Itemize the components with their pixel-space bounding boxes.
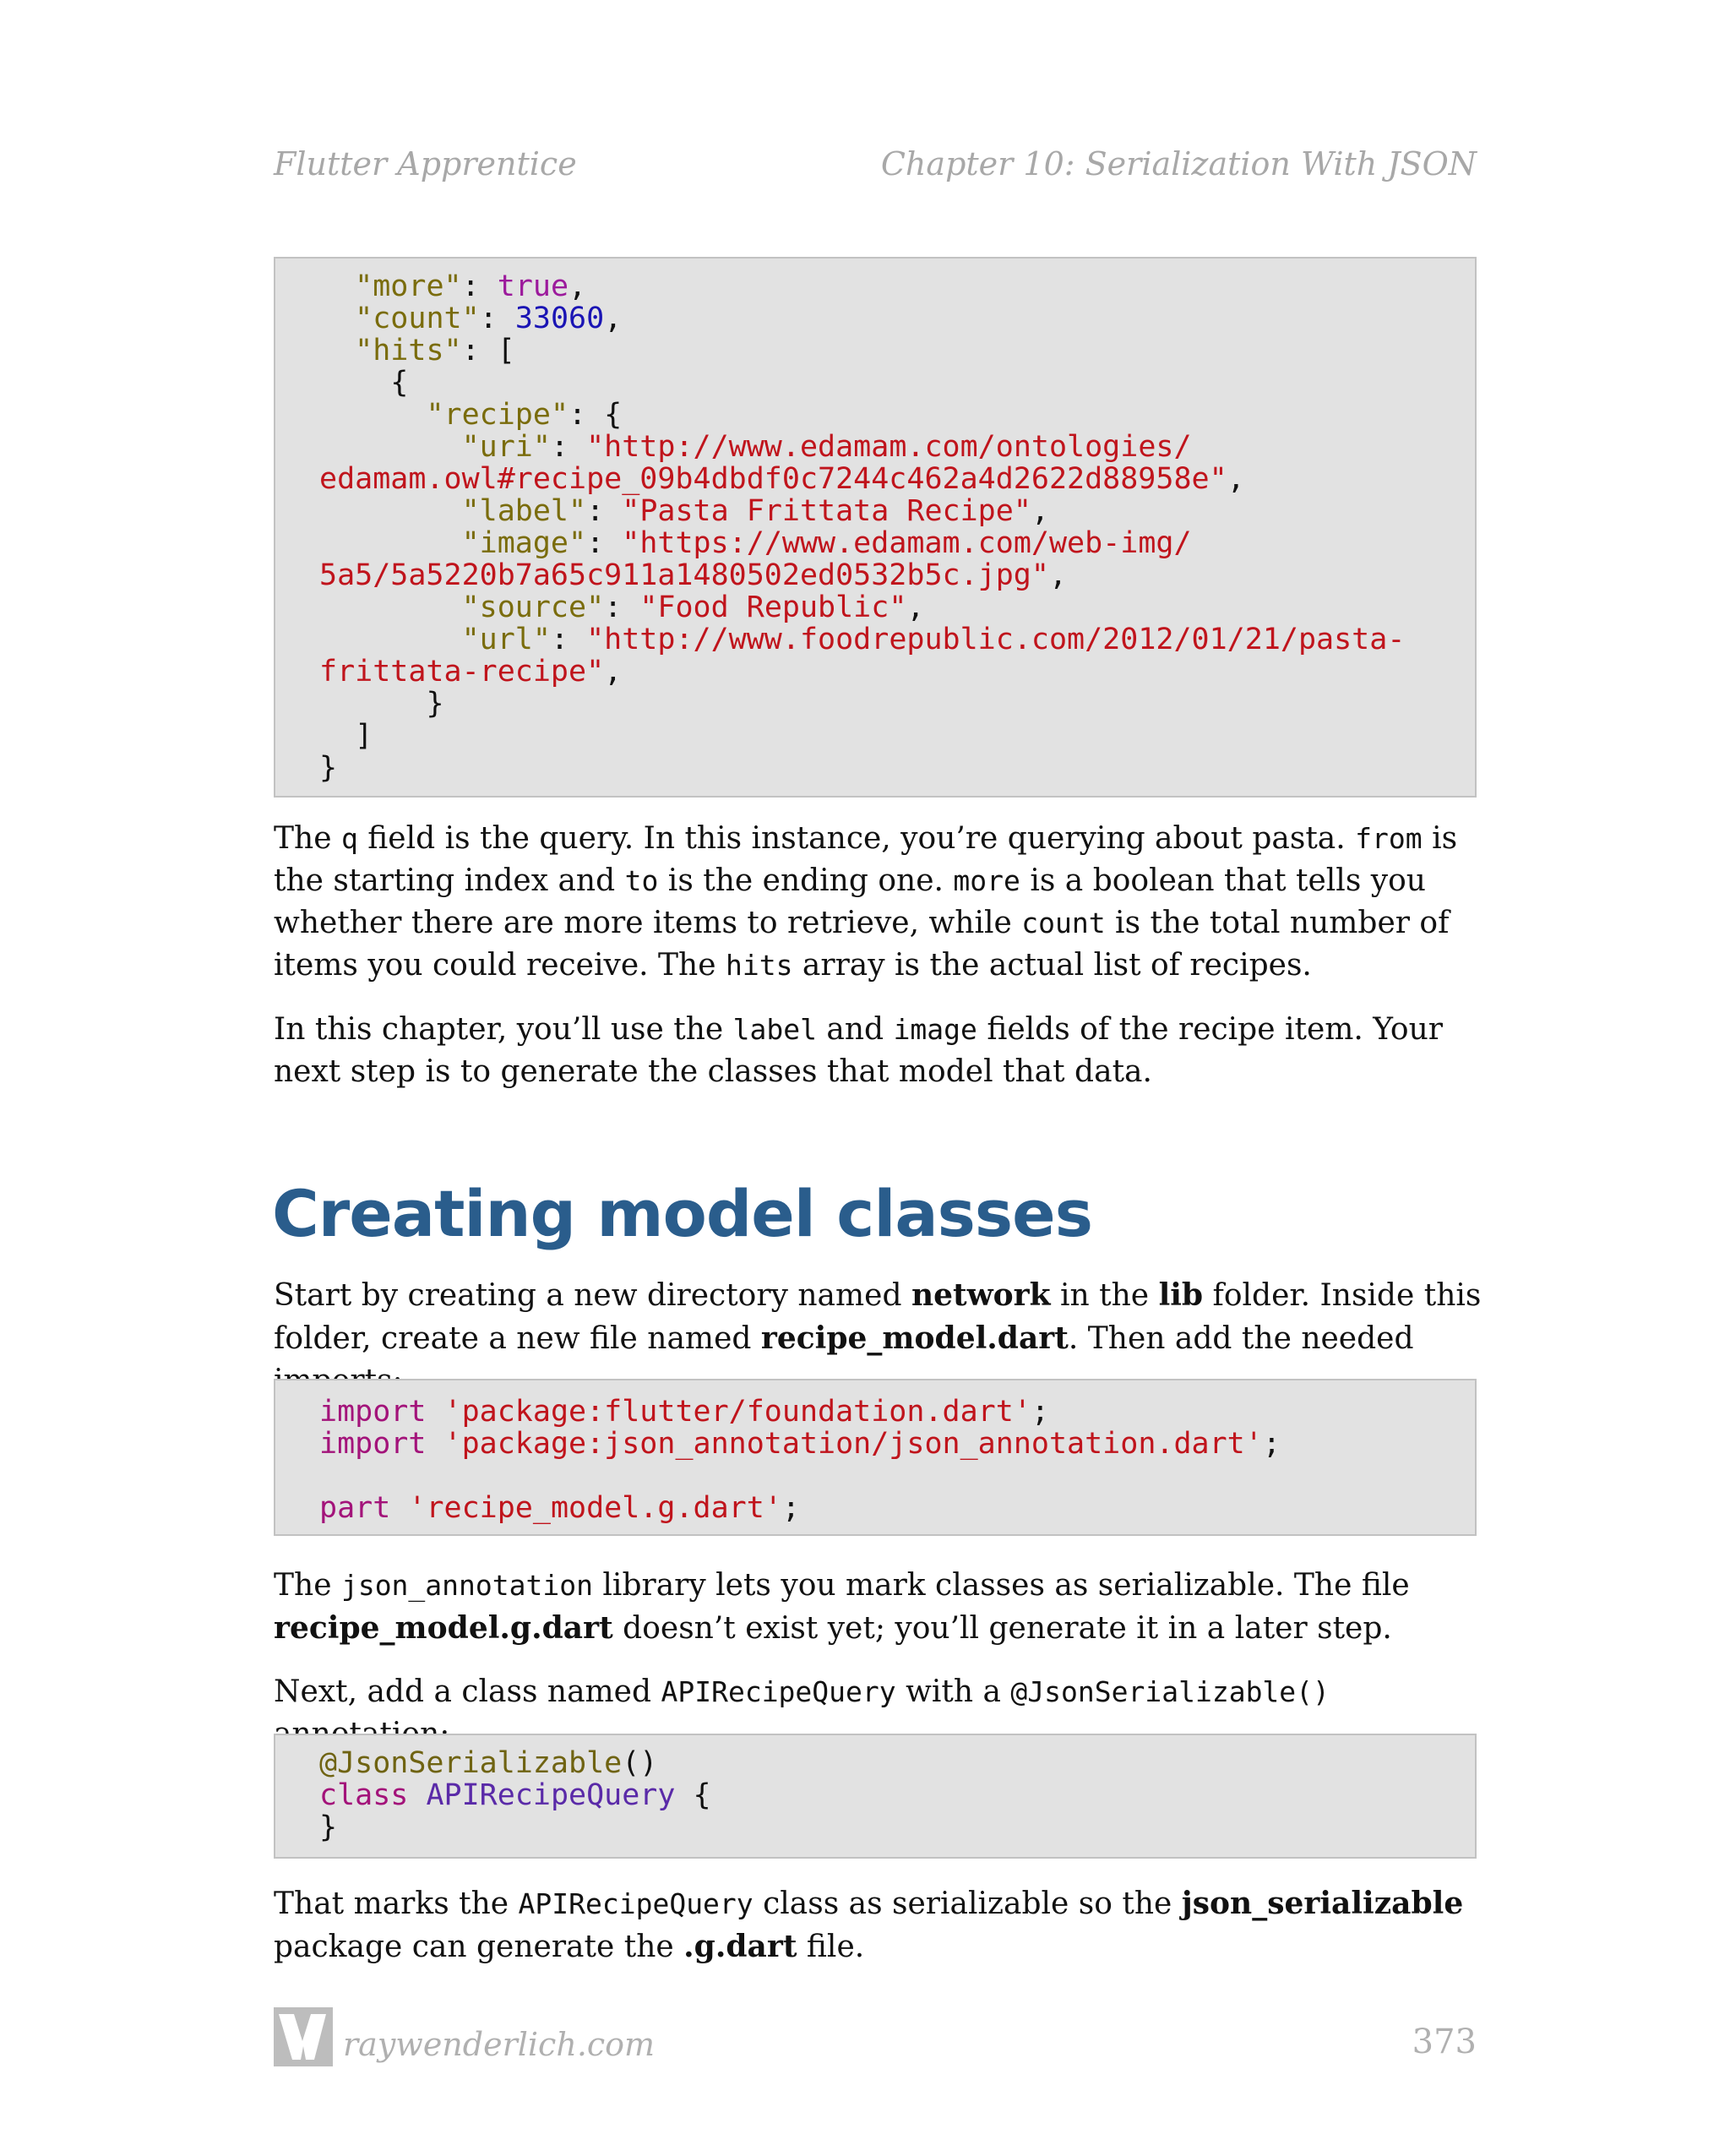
code-line: } (319, 1810, 338, 1844)
code-line: { (390, 366, 409, 400)
code-line: @JsonSerializable() (319, 1746, 658, 1780)
raywenderlich-logo-icon (274, 2007, 333, 2066)
code-line: "url": "http://www.foodrepublic.com/2012/01/21/pasta- (461, 623, 1406, 656)
code-line: ] (355, 719, 373, 753)
code-line: "source": "Food Republic", (461, 591, 925, 624)
paragraph-add-class: Next, add a class named APIRecipeQuery with a @JsonSerializable() (274, 1674, 1330, 1709)
page-number: 373 (1412, 2023, 1477, 2061)
code-line: "count": 33060, (355, 302, 623, 335)
paragraph-serializable: That marks the APIRecipeQuery class as serializable so the json_serializable package can generate the .g.dart file. (274, 1886, 1464, 1964)
code-line: edamam.owl#recipe_09b4dbdf0c7244c462a4d2622d88958e", (319, 462, 1245, 496)
code-line: frittata-recipe", (319, 655, 623, 689)
section-heading: Creating model classes (272, 1176, 1092, 1251)
code-line: "uri": "http://www.edamam.com/ontologies/ (461, 430, 1192, 464)
code-line: } (319, 751, 338, 785)
page-header (274, 145, 1477, 188)
paragraph-json-annotation: The json_annotation library lets you mark classes as serializable. The file recipe_model.g.dart doesn’t exist yet; you’ll generate it in a later step. (274, 1568, 1410, 1646)
paragraph-query-fields: The q field is the query. In this instance, you’re querying about pasta. from is the starting index and to is the ending one. more is a boolean that tells you whether there are more items to retrieve, while count is the total number of items you could receive. The hits array is the actual list of recipes. (274, 821, 1458, 983)
code-line: import 'package:flutter/foundation.dart'; (319, 1395, 1049, 1429)
code-line: "recipe": { (426, 398, 623, 432)
code-line: import 'package:json_annotation/json_annotation.dart'; (319, 1427, 1281, 1461)
json-response-code-block (274, 257, 1477, 798)
code-line (319, 1460, 1475, 1492)
code-line: "image": "https://www.edamam.com/web-img/ (461, 526, 1192, 560)
code-line: } (426, 687, 444, 721)
code-line: class APIRecipeQuery { (319, 1778, 711, 1812)
code-line: "label": "Pasta Frittata Recipe", (461, 494, 1049, 528)
book-title: Flutter Apprentice (274, 145, 577, 182)
chapter-title: Chapter 10: Serialization With JSON (880, 145, 1477, 182)
code-line: 5a5/5a5220b7a65c911a1480502ed0532b5c.jpg", (319, 558, 1068, 592)
imports-code-block (274, 1379, 1477, 1536)
class-code-block (274, 1734, 1477, 1859)
paragraph-create-directory: Start by creating a new directory named network in the lib folder. Inside this folder, create a new file named recipe_model.dart. Then add the needed (274, 1277, 1482, 1356)
code-line: part 'recipe_model.g.dart'; (319, 1491, 800, 1525)
code-line: "hits": [ (355, 334, 515, 368)
paragraph-label-image: In this chapter, you’ll use the label and image fields of the recipe item. Your next step is to generate the classes that model that data. (274, 1012, 1443, 1089)
footer-site: raywenderlich.com (343, 2026, 656, 2063)
code-line: "more": true, (355, 270, 587, 303)
